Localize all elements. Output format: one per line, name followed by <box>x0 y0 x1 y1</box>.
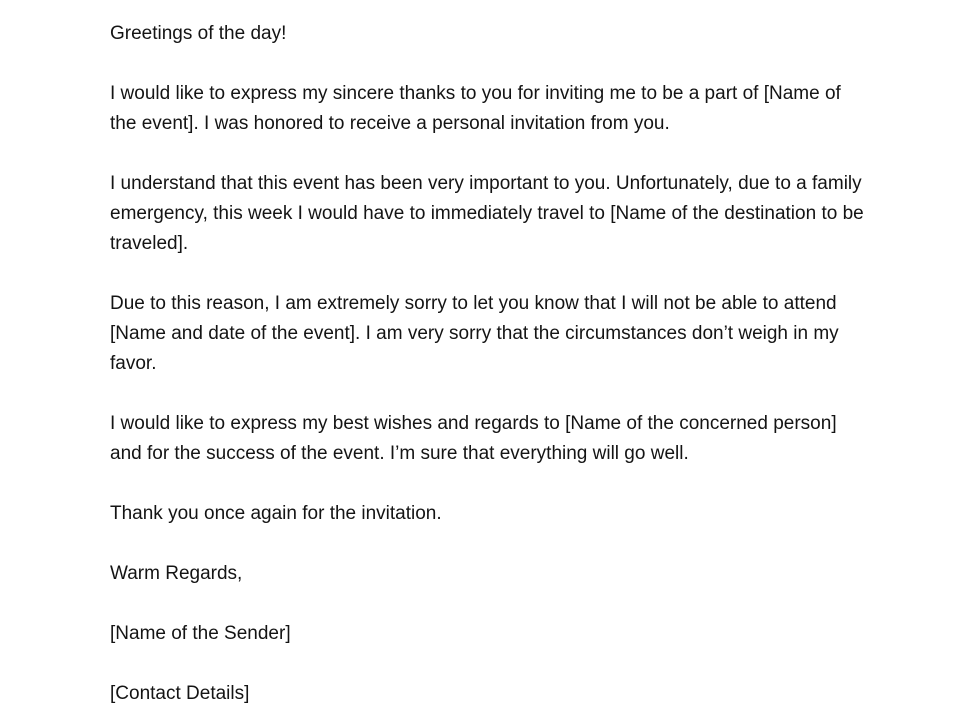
letter-greeting: Greetings of the day! <box>110 23 287 44</box>
letter-paragraph-wishes: I would like to express my best wishes and regards to [Name of the concerned person] and for the success of the event. I’m sure that everything will go well. <box>110 413 837 464</box>
letter-paragraph-thanks: I would like to express my sincere thanks to you for inviting me to be a part of [Name of the event]. I was honored to receive a personal invitation from you. <box>110 83 841 134</box>
letter-contact-details: [Contact Details] <box>110 683 250 704</box>
letter-paragraph-emergency: I understand that this event has been very important to you. Unfortunately, due to a family emergency, this week I would have to immediately travel to [Name of the destination to be traveled]. <box>110 173 864 254</box>
letter-closing: Warm Regards, <box>110 563 243 584</box>
letter-body <box>110 19 870 709</box>
letter-paragraph-apology: Due to this reason, I am extremely sorry to let you know that I will not be able to attend [Name and date of the event]. I am very sorry that the circumstances don’t weigh in my favor. <box>110 293 839 374</box>
letter-sender-name: [Name of the Sender] <box>110 623 291 644</box>
letter-paragraph-thank-you: Thank you once again for the invitation. <box>110 503 442 524</box>
